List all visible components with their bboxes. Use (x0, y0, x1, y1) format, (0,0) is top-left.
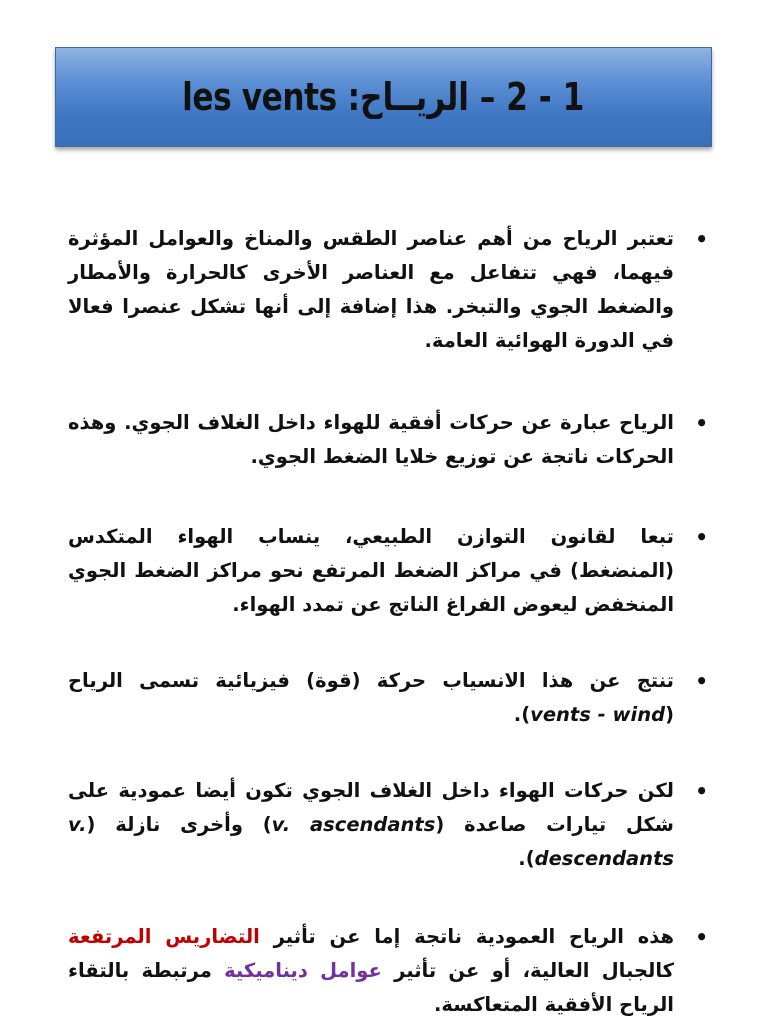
bullet-text-part: هذه الرياح العمودية ناتجة إما عن تأثير (259, 925, 675, 948)
bullet-text-part: ). (518, 847, 535, 870)
title-banner (55, 47, 712, 147)
bullet-text-part: ) وأخرى نازلة ( (86, 813, 272, 836)
bullet-icon: • (695, 925, 708, 949)
list-item (68, 774, 708, 876)
bullet-text-part: لكن حركات الهواء داخل الغلاف الجوي تكون أيضا عمودية على شكل تيارات صاعدة ( (68, 779, 674, 836)
slide-title: 1 - 2 – الريــاح: les vents (182, 75, 585, 119)
bullet-text: الرياح عبارة عن حركات أفقية للهواء داخل الغلاف الجوي. وهذه الحركات ناتجة عن توزيع خلايا الضغط الجوي. (68, 411, 674, 468)
highlight-red-text: التضاريس المرتفعة (68, 925, 260, 948)
bullet-icon: • (695, 779, 708, 803)
bullet-icon: • (695, 411, 708, 435)
latin-term: v. ascendants (271, 813, 436, 836)
list-item (68, 222, 708, 358)
bullet-icon: • (695, 525, 708, 549)
highlight-purple-text: عوامل ديناميكية (224, 959, 382, 982)
bullet-text-part: كالجبال العالية، أو عن تأثير (381, 959, 674, 982)
bullet-list (68, 222, 708, 1022)
bullet-text-part: ). (513, 703, 531, 726)
latin-term: vents - wind (530, 703, 666, 726)
list-item (68, 920, 708, 1022)
bullet-text: تبعا لقانون التوازن الطبيعي، ينساب الهواء المتكدس (المنضغط) في مراكز الضغط المرتفع نحو مراكز الضغط الجوي المنخفض ليعوض الفراغ الناتج عن تمدد الهواء. (68, 525, 674, 616)
bullet-text-part: مرتبطة بالتقاء الرياح الأفقية المتعاكسة. (68, 959, 674, 1016)
list-item (68, 520, 708, 622)
list-item (68, 406, 708, 474)
bullet-icon: • (695, 227, 708, 251)
latin-term: v. descendants (68, 813, 674, 870)
bullet-text: تعتبر الرياح من أهم عناصر الطقس والمناخ والعوامل المؤثرة فيهما، فهي تتفاعل مع العناصر الأخرى كالحرارة والأمطار والضغط الجوي والتبخر. هذا إضافة إلى أنها تشكل عنصرا فعالا في الدورة الهوائية العامة. (68, 227, 674, 352)
list-item (68, 664, 708, 732)
bullet-text-part: تنتج عن هذا الانسياب حركة (قوة) فيزيائية تسمى الرياح ( (68, 669, 674, 726)
bullet-icon: • (695, 669, 708, 693)
